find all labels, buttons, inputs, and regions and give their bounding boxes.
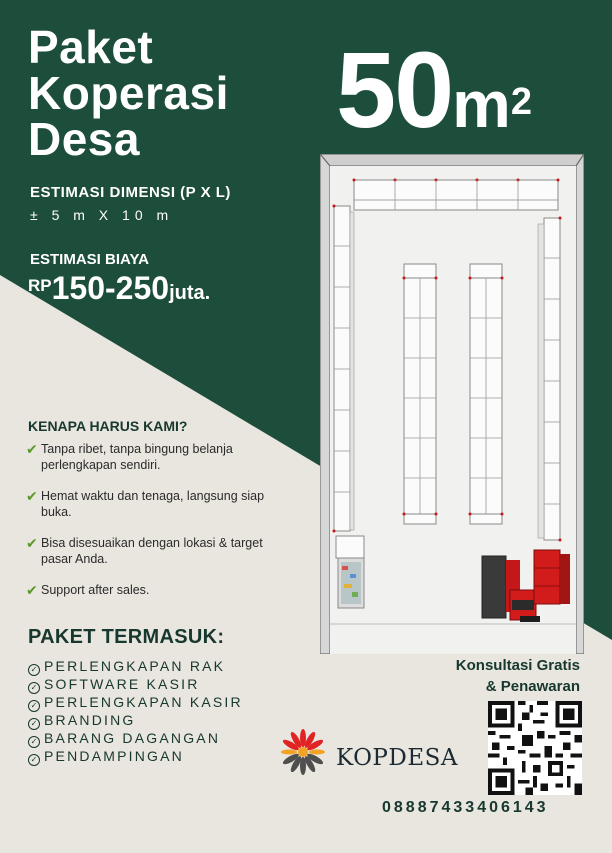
package-item [28, 711, 243, 729]
brand-name: KOPDESA [336, 745, 458, 771]
why-item-text: Support after sales. [41, 583, 150, 597]
package-item-text: BARANG DAGANGAN [44, 730, 221, 746]
package-item [28, 747, 243, 765]
why-item [26, 441, 286, 473]
checkmark-icon: ✔ [26, 441, 38, 457]
package-list [28, 657, 243, 765]
consult-line-1: Konsultasi Gratis [455, 657, 580, 674]
package-item-text: PERLENGKAPAN KASIR [44, 694, 243, 710]
why-item [26, 488, 286, 520]
kopdesa-logo-icon [272, 722, 334, 784]
dimension-label: ESTIMASI DIMENSI (P X L) [30, 184, 231, 201]
title-line-3: Desa [28, 113, 140, 165]
dimension-value: ± 5 m X 10 m [30, 207, 174, 223]
checkmark-icon: ✔ [26, 535, 38, 551]
qr-code-icon[interactable] [488, 701, 582, 795]
why-title: KENAPA HARUS KAMI? [28, 418, 188, 434]
cost-suffix: juta. [169, 282, 211, 304]
why-list [26, 441, 286, 613]
why-item [26, 582, 286, 598]
phone-number[interactable]: 08887433406143 [382, 799, 549, 816]
cost-amount: 150-250 [51, 270, 170, 306]
package-item-text: BRANDING [44, 712, 136, 728]
consult-text [408, 655, 580, 697]
package-item [28, 675, 243, 693]
circle-check-icon: ✓ [28, 718, 40, 730]
package-item [28, 657, 243, 675]
why-item-text: Tanpa ribet, tanpa bingung belanja perlengkapan sendiri. [41, 442, 233, 472]
cost-label: ESTIMASI BIAYA [30, 251, 149, 268]
circle-check-icon: ✓ [28, 664, 40, 676]
checkmark-icon: ✔ [26, 582, 38, 598]
area-size [336, 29, 530, 158]
page-title [28, 21, 229, 165]
why-item-text: Bisa disesuaikan dengan lokasi & target pasar Anda. [41, 536, 263, 566]
circle-check-icon: ✓ [28, 700, 40, 712]
package-item [28, 693, 243, 711]
package-title: PAKET TERMASUK: [28, 626, 225, 648]
package-item-text: SOFTWARE KASIR [44, 676, 200, 692]
package-item-text: PENDAMPINGAN [44, 748, 184, 764]
cost-value [28, 270, 210, 307]
floor-plan-illustration [320, 154, 584, 654]
area-number: 50 [336, 29, 453, 150]
title-line-2: Koperasi [28, 67, 229, 119]
circle-check-icon: ✓ [28, 736, 40, 748]
area-exponent: 2 [510, 81, 530, 123]
checkmark-icon: ✔ [26, 488, 38, 504]
circle-check-icon: ✓ [28, 754, 40, 766]
cost-prefix: RP [28, 276, 52, 295]
package-item [28, 729, 243, 747]
why-item-text: Hemat waktu dan tenaga, langsung siap buka. [41, 489, 265, 519]
why-item [26, 535, 286, 567]
circle-check-icon: ✓ [28, 682, 40, 694]
title-line-1: Paket [28, 21, 154, 73]
package-item-text: PERLENGKAPAN RAK [44, 658, 226, 674]
area-unit: m [452, 67, 511, 141]
consult-line-2: & Penawaran [485, 678, 580, 695]
